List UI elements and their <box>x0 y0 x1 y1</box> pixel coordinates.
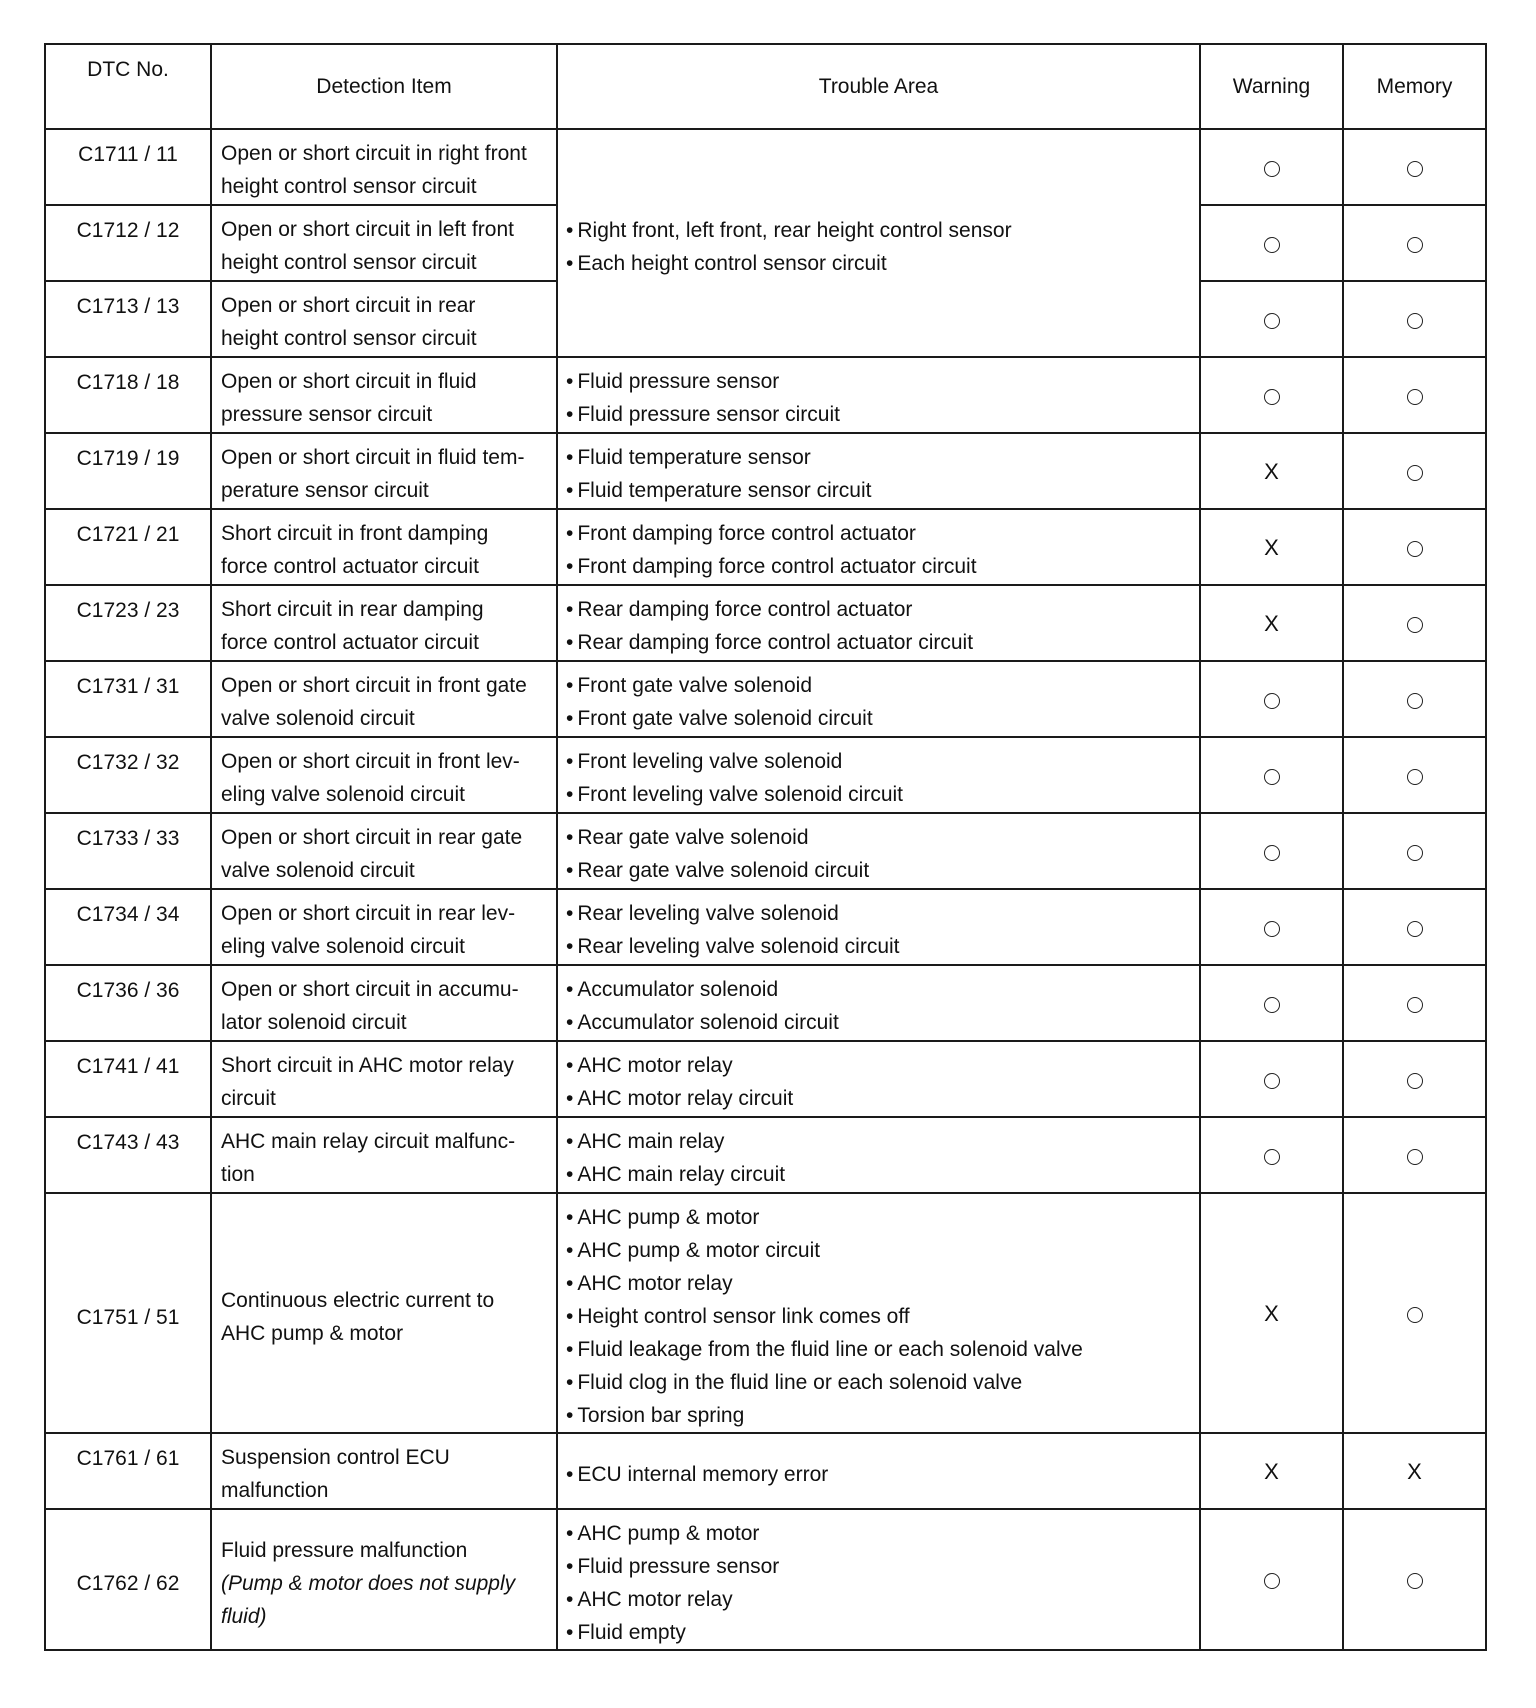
table-row <box>45 1041 1486 1117</box>
trouble-area-line: • AHC main relay circuit <box>566 1158 1191 1191</box>
memory-cell <box>1343 281 1486 357</box>
memory-cell <box>1343 1117 1486 1193</box>
dtc-code: C1713 / 13 <box>45 281 211 357</box>
memory-cell <box>1343 357 1486 433</box>
circle-mark-icon <box>1264 997 1280 1013</box>
trouble-area <box>557 357 1200 433</box>
circle-mark-icon <box>1407 1073 1423 1089</box>
detection-item <box>211 1509 557 1650</box>
table-row <box>45 1433 1486 1509</box>
dtc-code: C1718 / 18 <box>45 357 211 433</box>
trouble-area <box>557 813 1200 889</box>
warning-cell <box>1200 205 1343 281</box>
warning-cell <box>1200 281 1343 357</box>
circle-mark-icon <box>1407 389 1423 405</box>
trouble-area-line: • Fluid pressure sensor circuit <box>566 398 1191 431</box>
trouble-area-line: • Front gate valve solenoid circuit <box>566 702 1191 735</box>
x-mark: X <box>1264 1458 1279 1484</box>
trouble-area <box>557 661 1200 737</box>
trouble-area-line: • Fluid pressure sensor <box>566 365 1191 398</box>
table-row <box>45 813 1486 889</box>
detection-item <box>211 1433 557 1509</box>
circle-mark-icon <box>1264 921 1280 937</box>
detection-item <box>211 1193 557 1433</box>
trouble-area <box>557 737 1200 813</box>
table-row <box>45 433 1486 509</box>
header-detection-item: Detection Item <box>211 44 557 129</box>
trouble-area-line: • Fluid temperature sensor circuit <box>566 474 1191 507</box>
warning-cell <box>1200 357 1343 433</box>
header-memory: Memory <box>1343 44 1486 129</box>
detection-item-text: Fluid pressure malfunction <box>221 1538 468 1562</box>
warning-cell <box>1200 509 1343 585</box>
table-row <box>45 965 1486 1041</box>
circle-mark-icon <box>1407 845 1423 861</box>
dtc-code: C1736 / 36 <box>45 965 211 1041</box>
warning-cell <box>1200 585 1343 661</box>
circle-mark-icon <box>1407 237 1423 253</box>
warning-cell <box>1200 1433 1343 1509</box>
trouble-area <box>557 509 1200 585</box>
dtc-code: C1733 / 33 <box>45 813 211 889</box>
detection-item-text: Open or short circuit in front lev- eling valve solenoid circuit <box>221 750 520 806</box>
detection-item: Open or short circuit in rear height control sensor circuit <box>211 281 557 357</box>
header-trouble-area: Trouble Area <box>557 44 1200 129</box>
circle-mark-icon <box>1264 1573 1280 1589</box>
circle-mark-icon <box>1264 313 1280 329</box>
dtc-code: C1762 / 62 <box>45 1509 211 1650</box>
detection-item <box>211 1041 557 1117</box>
detection-item-text: Open or short circuit in fluid pressure sensor circuit <box>221 370 477 426</box>
detection-item <box>211 585 557 661</box>
trouble-area <box>557 1433 1200 1509</box>
trouble-area-line: • ECU internal memory error <box>566 1458 1191 1491</box>
detection-item <box>211 1117 557 1193</box>
table-row <box>45 737 1486 813</box>
header-dtc-no: DTC No. <box>45 44 211 129</box>
x-mark: X <box>1264 534 1279 560</box>
warning-cell <box>1200 433 1343 509</box>
detection-item-text: Open or short circuit in accumu- lator solenoid circuit <box>221 978 519 1034</box>
circle-mark-icon <box>1264 1073 1280 1089</box>
warning-cell <box>1200 1041 1343 1117</box>
memory-cell <box>1343 661 1486 737</box>
detection-item: Open or short circuit in left front height control sensor circuit <box>211 205 557 281</box>
dtc-code: C1761 / 61 <box>45 1433 211 1509</box>
circle-mark-icon <box>1264 1149 1280 1165</box>
detection-item-text: Open or short circuit in fluid tem- perature sensor circuit <box>221 446 525 502</box>
trouble-area-line: • Fluid leakage from the fluid line or each solenoid valve <box>566 1333 1191 1366</box>
trouble-area-line: • Rear gate valve solenoid <box>566 821 1191 854</box>
trouble-area-line: • Rear leveling valve solenoid circuit <box>566 930 1191 963</box>
trouble-area-line: • Accumulator solenoid circuit <box>566 1006 1191 1039</box>
warning-cell <box>1200 661 1343 737</box>
warning-cell <box>1200 1509 1343 1650</box>
trouble-area-line: • AHC motor relay <box>566 1049 1191 1082</box>
circle-mark-icon <box>1407 921 1423 937</box>
trouble-area-line: • Rear leveling valve solenoid <box>566 897 1191 930</box>
trouble-area <box>557 1193 1200 1433</box>
circle-mark-icon <box>1264 161 1280 177</box>
trouble-area-line: • AHC motor relay <box>566 1267 1191 1300</box>
detection-item <box>211 965 557 1041</box>
detection-item-text: Open or short circuit in front gate valve solenoid circuit <box>221 674 527 730</box>
memory-cell <box>1343 509 1486 585</box>
memory-cell <box>1343 433 1486 509</box>
detection-item-text: Continuous electric current to AHC pump & motor <box>221 1288 495 1345</box>
detection-item: Open or short circuit in right front height control sensor circuit <box>211 129 557 205</box>
dtc-code: C1712 / 12 <box>45 205 211 281</box>
circle-mark-icon <box>1264 237 1280 253</box>
trouble-area-line: • Fluid empty <box>566 1616 1191 1649</box>
warning-cell <box>1200 129 1343 205</box>
trouble-area-line: • AHC pump & motor <box>566 1517 1191 1550</box>
detection-item-text: AHC main relay circuit malfunc- tion <box>221 1130 516 1186</box>
warning-cell <box>1200 1193 1343 1433</box>
dtc-code: C1741 / 41 <box>45 1041 211 1117</box>
trouble-area <box>557 889 1200 965</box>
table-body <box>45 129 1486 1650</box>
circle-mark-icon <box>1407 693 1423 709</box>
trouble-area <box>557 1509 1200 1650</box>
x-mark: X <box>1264 610 1279 636</box>
trouble-area-line: • AHC motor relay <box>566 1583 1191 1616</box>
dtc-code: C1732 / 32 <box>45 737 211 813</box>
circle-mark-icon <box>1407 541 1423 557</box>
trouble-area-line: • Height control sensor link comes off <box>566 1300 1191 1333</box>
x-mark: X <box>1264 458 1279 484</box>
x-mark: X <box>1407 1458 1422 1484</box>
circle-mark-icon <box>1407 769 1423 785</box>
circle-mark-icon <box>1407 997 1423 1013</box>
memory-cell <box>1343 1041 1486 1117</box>
dtc-code: C1723 / 23 <box>45 585 211 661</box>
warning-cell <box>1200 889 1343 965</box>
trouble-area-line: • Rear gate valve solenoid circuit <box>566 854 1191 887</box>
memory-cell <box>1343 813 1486 889</box>
header-row <box>45 44 1486 129</box>
circle-mark-icon <box>1407 465 1423 481</box>
trouble-area <box>557 129 1200 357</box>
trouble-area-line: • AHC main relay <box>566 1125 1191 1158</box>
table-row <box>45 1193 1486 1433</box>
trouble-area-line: • AHC motor relay circuit <box>566 1082 1191 1115</box>
circle-mark-icon <box>1407 1573 1423 1589</box>
table-row <box>45 357 1486 433</box>
dtc-code: C1751 / 51 <box>45 1193 211 1433</box>
memory-cell <box>1343 205 1486 281</box>
trouble-area-line: • Right front, left front, rear height control sensor <box>566 214 1191 247</box>
trouble-area <box>557 1041 1200 1117</box>
detection-item <box>211 433 557 509</box>
trouble-area-line: • Fluid clog in the fluid line or each solenoid valve <box>566 1366 1191 1399</box>
trouble-area <box>557 433 1200 509</box>
detection-item-text: Suspension control ECU malfunction <box>221 1446 450 1502</box>
circle-mark-icon <box>1407 1149 1423 1165</box>
table-row <box>45 129 1486 205</box>
table-row <box>45 1117 1486 1193</box>
memory-cell <box>1343 585 1486 661</box>
detection-item-text: Short circuit in front damping force control actuator circuit <box>221 522 489 578</box>
detection-item-text: Open or short circuit in rear gate valve solenoid circuit <box>221 826 523 882</box>
trouble-area-line: • AHC pump & motor circuit <box>566 1234 1191 1267</box>
dtc-table <box>44 43 1487 1651</box>
detection-item <box>211 813 557 889</box>
trouble-area <box>557 1117 1200 1193</box>
warning-cell <box>1200 965 1343 1041</box>
trouble-area-line: • Front damping force control actuator circuit <box>566 550 1191 583</box>
detection-item <box>211 357 557 433</box>
trouble-area <box>557 585 1200 661</box>
trouble-area-line: • Fluid pressure sensor <box>566 1550 1191 1583</box>
trouble-area-line: • Each height control sensor circuit <box>566 247 1191 280</box>
warning-cell <box>1200 1117 1343 1193</box>
memory-cell <box>1343 1509 1486 1650</box>
dtc-code: C1743 / 43 <box>45 1117 211 1193</box>
circle-mark-icon <box>1264 845 1280 861</box>
detection-item-text: Short circuit in AHC motor relay circuit <box>221 1054 514 1110</box>
table-row <box>45 1509 1486 1650</box>
trouble-area-line: • Fluid temperature sensor <box>566 441 1191 474</box>
trouble-area-line: • Front leveling valve solenoid circuit <box>566 778 1191 811</box>
trouble-area-line: • Rear damping force control actuator <box>566 593 1191 626</box>
trouble-area-line: • Torsion bar spring <box>566 1399 1191 1432</box>
dtc-code: C1721 / 21 <box>45 509 211 585</box>
x-mark: X <box>1264 1300 1279 1326</box>
detection-item <box>211 737 557 813</box>
circle-mark-icon <box>1407 617 1423 633</box>
trouble-area-line: • Front gate valve solenoid <box>566 669 1191 702</box>
table-row <box>45 509 1486 585</box>
table-row <box>45 661 1486 737</box>
trouble-area-line: • AHC pump & motor <box>566 1201 1191 1234</box>
memory-cell <box>1343 889 1486 965</box>
circle-mark-icon <box>1407 313 1423 329</box>
header-warning: Warning <box>1200 44 1343 129</box>
detection-item <box>211 509 557 585</box>
circle-mark-icon <box>1264 693 1280 709</box>
memory-cell <box>1343 1193 1486 1433</box>
circle-mark-icon <box>1407 161 1423 177</box>
table-row <box>45 889 1486 965</box>
trouble-area-line: • Rear damping force control actuator circuit <box>566 626 1191 659</box>
trouble-area-line: • Front leveling valve solenoid <box>566 745 1191 778</box>
circle-mark-icon <box>1264 769 1280 785</box>
warning-cell <box>1200 737 1343 813</box>
trouble-area-line: • Accumulator solenoid <box>566 973 1191 1006</box>
dtc-code: C1711 / 11 <box>45 129 211 205</box>
circle-mark-icon <box>1264 389 1280 405</box>
trouble-area-line: • Front damping force control actuator <box>566 517 1191 550</box>
warning-cell <box>1200 813 1343 889</box>
memory-cell <box>1343 737 1486 813</box>
dtc-code: C1719 / 19 <box>45 433 211 509</box>
dtc-code: C1734 / 34 <box>45 889 211 965</box>
memory-cell <box>1343 965 1486 1041</box>
detection-item-text: Short circuit in rear damping force control actuator circuit <box>221 598 484 654</box>
detection-item-note: (Pump & motor does not supply fluid) <box>221 1571 516 1628</box>
dtc-code: C1731 / 31 <box>45 661 211 737</box>
detection-item <box>211 889 557 965</box>
memory-cell <box>1343 1433 1486 1509</box>
circle-mark-icon <box>1407 1307 1423 1323</box>
table-row <box>45 585 1486 661</box>
detection-item <box>211 661 557 737</box>
memory-cell <box>1343 129 1486 205</box>
trouble-area <box>557 965 1200 1041</box>
detection-item-text: Open or short circuit in rear lev- eling valve solenoid circuit <box>221 902 516 958</box>
